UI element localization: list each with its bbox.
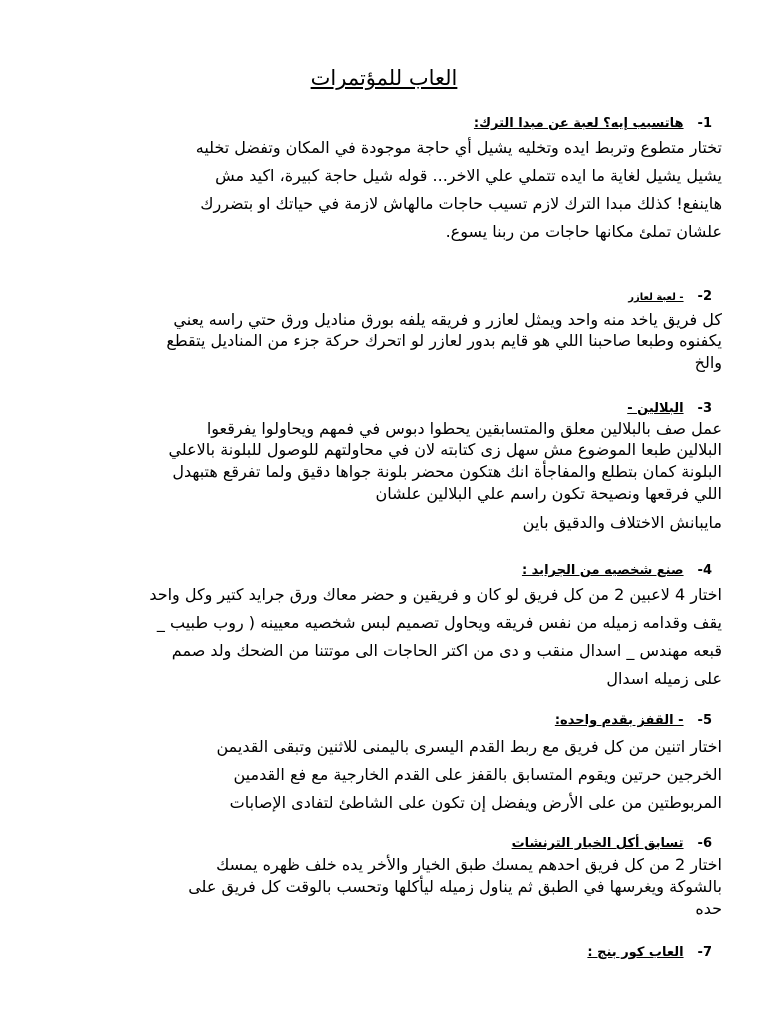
section-line: يكفنوه وطبعا صاحبنا اللي هو قايم بدور لعازر لو اتحرك حركة جزء من المناديل يتقطع [166,331,722,350]
section-heading [628,289,712,304]
section-heading [512,836,712,851]
section-line: تختار متطوع وتربط ايده وتخليه يشيل أي حاجة موجودة في المكان وتفضل تخليه [195,138,722,157]
section-heading [522,563,712,578]
section-heading [587,945,712,960]
section-line: والخ [694,353,722,372]
section-number: 1- [697,116,712,131]
page-title: العاب للمؤتمرات [310,66,458,90]
section-line: يقف وقدامه زميله من نفس فريقه ويحاول تصميم لبس شخصيه معيينه ( روب طبيب _ [156,613,722,632]
section-heading-text: هاتسيب إيه؟ لعبة عن مبدا الترك: [473,116,684,131]
section-line: عمل صف بالبلالين معلق والمتسابقين يحطوا دبوس في فمهم ويحاولوا يفرقعوا [206,419,722,438]
section-number: 2- [697,289,712,304]
section-heading-text: - لعبة لعازر [628,292,684,303]
section-number: 7- [697,945,712,960]
section-line: اختار اتنين من كل فريق مع ربط القدم اليسرى باليمنى للاثنين وتبقى القديمن [216,737,722,756]
section-line: كل فريق ياخد منه واحد ويمثل لعازر و فريقه يلفه بورق مناديل ورق حتي راسه يعني [173,310,722,329]
section-heading [474,116,712,131]
section-line: البلالين طبعا الموضوع مش سهل زى كتابته لان في محاولتهم للوصول للبلونة بالاعلي [168,440,722,459]
section-number: 5- [697,713,712,728]
section-line: مايبانش الاختلاف والدقيق باين [522,513,722,532]
section-line: يشيل يشيل لغاية ما ايده تتملي علي الاخر... قوله شيل حاجة كبيرة، اكيد مش [215,166,722,185]
section-number: 4- [697,563,712,578]
section-heading-text: العاب كور بنج : [587,945,684,960]
section-line: اللي فرقعها ونصيحة تكون راسم علي البلالين علشان [375,484,722,503]
section-heading-text: تسابق أكل الخيار الترنشات [511,836,684,851]
section-heading-text: صنع شخصيه من الجرايد : [521,563,684,578]
section-line: الخرجين حرتين ويقوم المتسابق بالقفز على القدم الخارجية مع فع القدمين [233,765,722,784]
section-line: اختار 2 من كل فريق احدهم يمسك طبق الخيار والأخر يده خلف ظهره يمسك [216,855,722,874]
section-line: اختار 4 لاعبين 2 من كل فريق لو كان و فريقين و حضر معاك ورق جرايد كتير وكل واحد [149,585,722,604]
section-heading-text: - القفز بقدم واحده: [554,713,684,728]
section-line: على زميله اسدال [606,669,722,688]
section-line: البلونة كمان بتطلع والمفاجأة انك هتكون محضر بلونة جواها دقيق ولما تفرقع هتبهدل [172,462,722,481]
section-line: قبعه مهندس _ اسدال منقب و دى من اكتر الحاجات الى موتتنا من الضحك ولد صمم [171,641,722,660]
section-heading [627,401,712,416]
section-line: هاينفع! كذلك مبدا الترك لازم تسيب حاجات مالهاش لازمة في حياتك او بتضررك [200,194,722,213]
section-line: بالشوكة ويغرسها في الطبق ثم يناول زميله ليأكلها وتحسب بالوقت كل فريق على [188,877,722,896]
section-line: علشان تملئ مكانها حاجات من ربنا يسوع. [445,222,722,241]
section-heading [555,713,712,728]
section-line: المربوطتين من على الأرض ويفضل إن تكون على الشاطئ لتفادى الإصابات [229,793,722,812]
section-number: 3- [697,401,712,416]
section-heading-text: البلالين - [627,401,684,416]
section-number: 6- [697,836,712,851]
section-line: حده [695,899,722,918]
